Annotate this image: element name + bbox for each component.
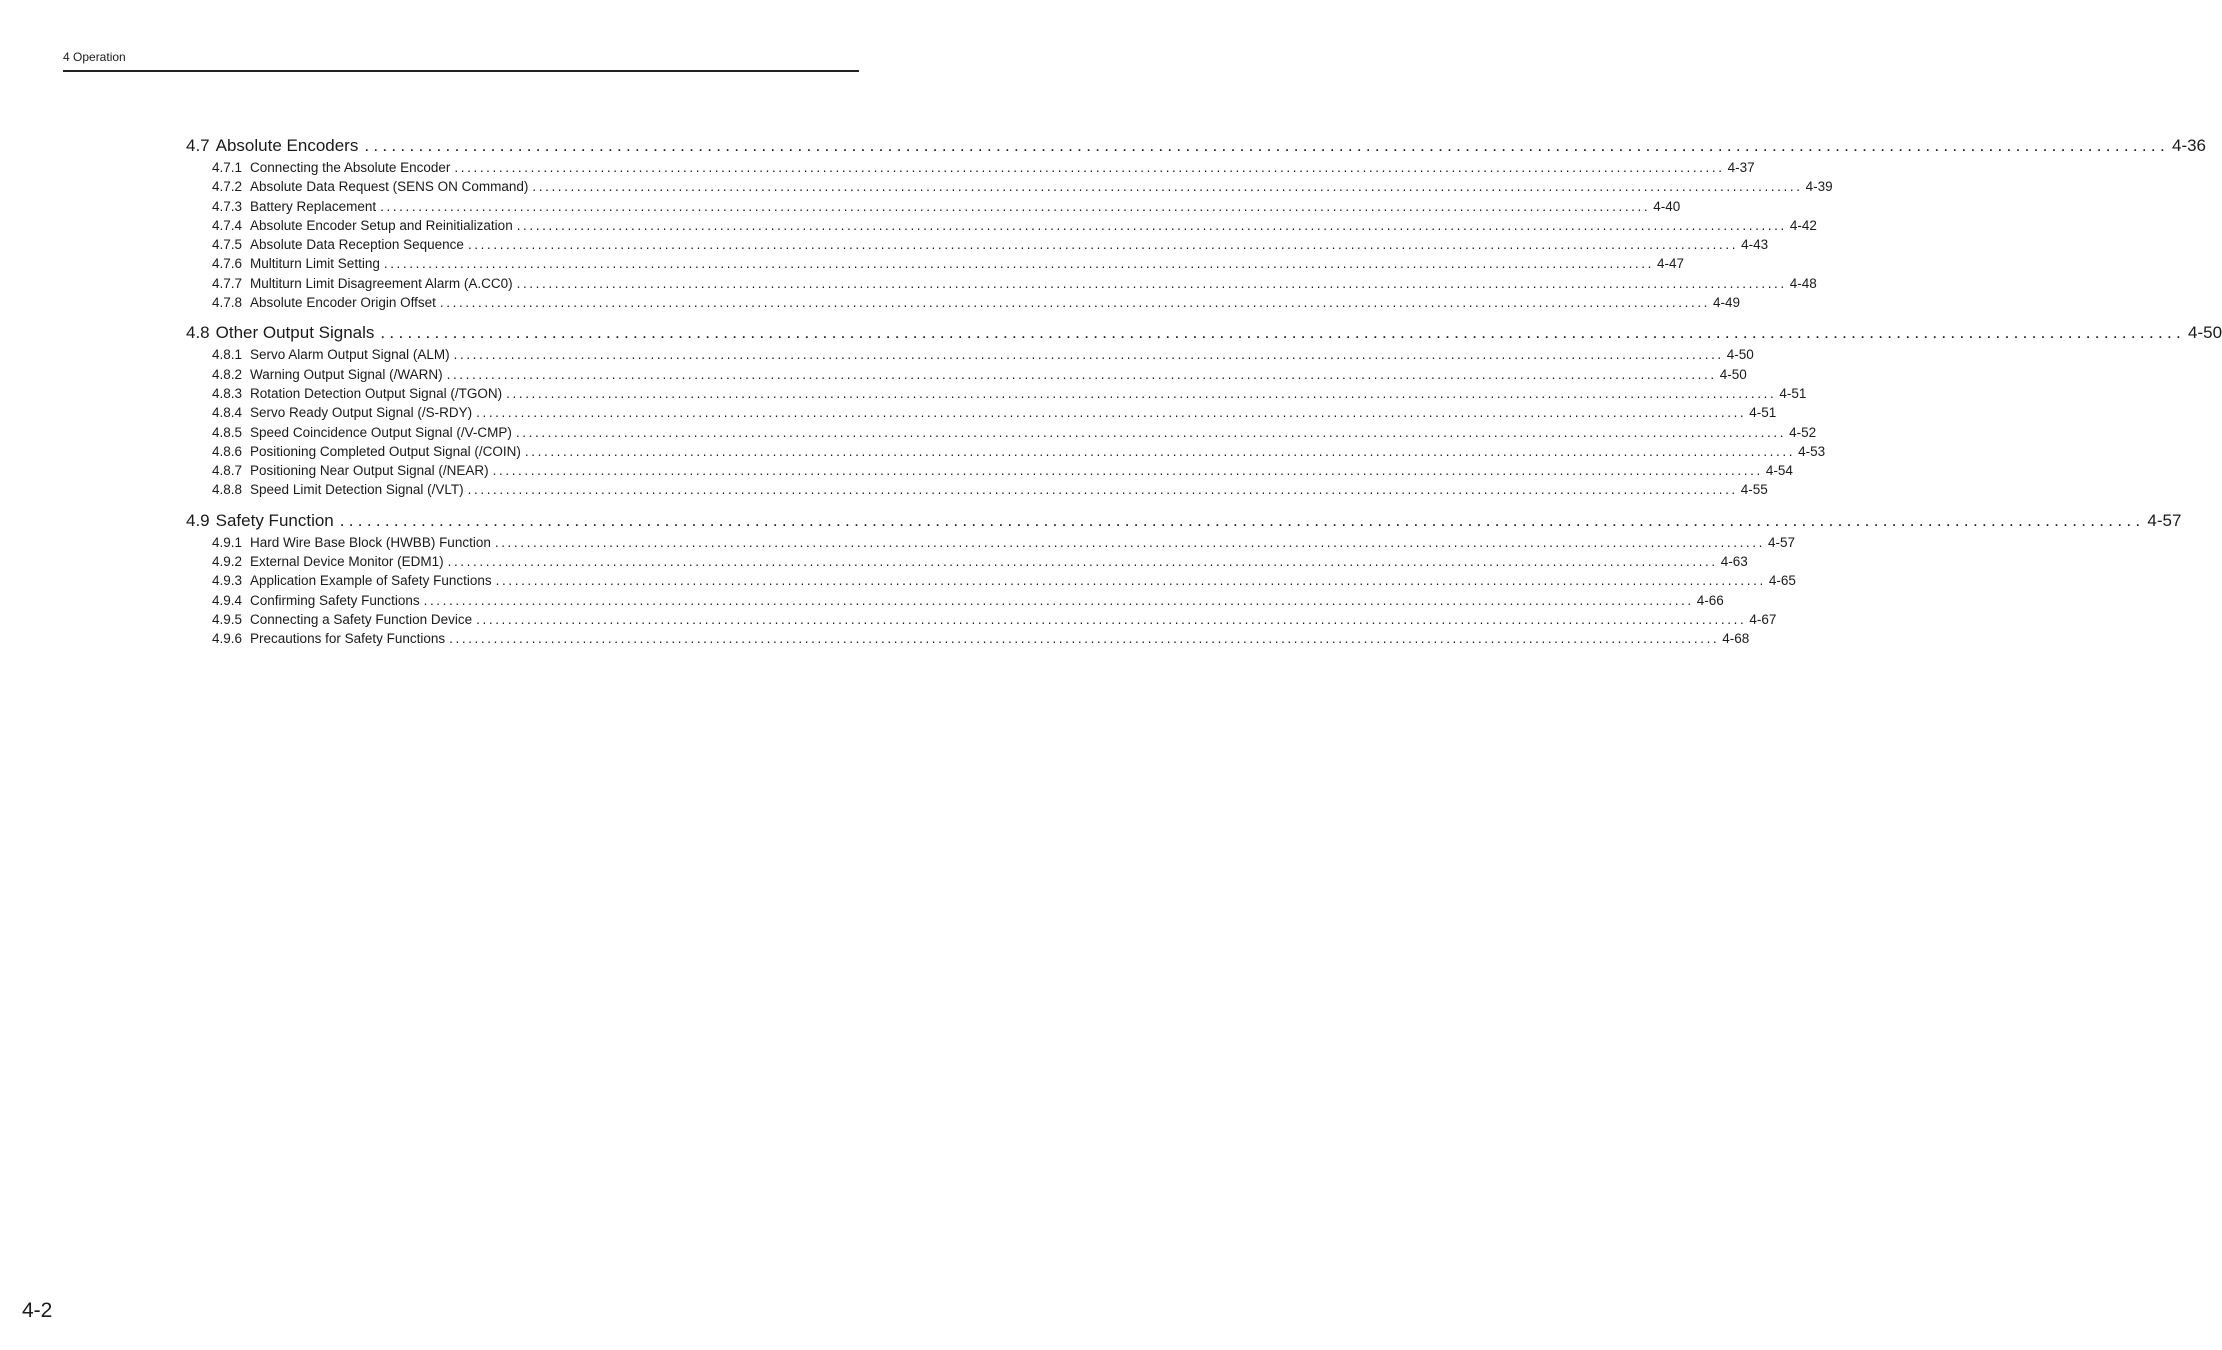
toc-title: Absolute Encoders (215, 136, 359, 155)
toc-subentry[interactable] (186, 177, 1833, 196)
toc-number: 4.7.3 (212, 198, 243, 214)
toc-subentry[interactable] (186, 365, 1747, 384)
dot-leader: ........................................................................................................................................................................................................ (423, 592, 1694, 608)
toc-number: 4.8.5 (212, 424, 243, 440)
toc-number: 4.9.1 (212, 534, 243, 550)
toc-entry[interactable] (186, 321, 2222, 345)
toc-subentry[interactable] (186, 629, 1750, 648)
toc-number: 4.9.4 (212, 592, 243, 608)
toc-title: Precautions for Safety Functions (250, 631, 446, 647)
toc-subentry[interactable] (186, 442, 1826, 461)
toc-entry[interactable] (186, 134, 2207, 158)
toc-number: 4.7.6 (212, 256, 243, 272)
running-header: 4 Operation (63, 50, 126, 64)
toc-title: Other Output Signals (215, 323, 375, 343)
toc-page: 4-66 (1696, 592, 1724, 608)
toc-number: 4.8.4 (212, 405, 243, 421)
toc-number: 4.8.6 (212, 443, 243, 459)
toc-number: 4.8.7 (212, 463, 243, 479)
dot-leader: ........................................................................................................................................................................................................ (492, 463, 1763, 479)
toc-subentry[interactable] (186, 235, 1769, 254)
toc-page: 4-50 (1726, 347, 1754, 363)
toc-page: 4-57 (2147, 510, 2182, 530)
toc-page: 4-49 (1713, 295, 1741, 311)
dot-leader: ........................................................................................................................................................................................................ (467, 482, 1738, 498)
toc-page: 4-50 (1719, 366, 1747, 382)
toc-title: Speed Coincidence Output Signal (/V-CMP) (250, 424, 512, 440)
toc-page: 4-53 (1798, 443, 1826, 459)
toc-title: Positioning Completed Output Signal (/COIN) (250, 443, 521, 459)
dot-leader: ........................................................................................................................................................................................................ (383, 256, 1654, 272)
header-rule (63, 70, 859, 72)
toc-subentry[interactable] (186, 423, 1817, 442)
dot-leader: ........................................................................................................................................................................................................ (532, 179, 1803, 195)
toc-subentry[interactable] (186, 216, 1817, 235)
toc-page: 4-54 (1765, 463, 1793, 479)
toc-title: Connecting a Safety Function Device (250, 611, 473, 627)
toc-title: Battery Replacement (250, 198, 377, 214)
toc-title: Absolute Encoder Origin Offset (250, 295, 436, 311)
toc-title: Warning Output Signal (/WARN) (250, 366, 443, 382)
toc-page: 4-68 (1722, 631, 1750, 647)
dot-leader: ........................................................................................................................................................................................................ (449, 631, 1720, 647)
dot-leader: ........................................................................................................................................................................................................ (516, 275, 1787, 291)
toc-title: Multiturn Limit Setting (250, 256, 380, 272)
toc-number: 4.9.3 (212, 573, 243, 589)
dot-leader: ........................................................................................................................................................................................................ (476, 405, 1747, 421)
toc-title: Multiturn Limit Disagreement Alarm (A.CC0) (250, 275, 513, 291)
toc-section-4-8 (186, 321, 2222, 499)
toc-number: 4.7.4 (212, 217, 243, 233)
dot-leader: ........................................................................................................................................................................................................ (515, 424, 1787, 440)
toc-title: Safety Function (215, 510, 334, 530)
toc-subentry[interactable] (186, 480, 1768, 499)
toc-page: 4-52 (1789, 424, 1817, 440)
toc-number: 4.7.2 (212, 179, 243, 195)
dot-leader: ........................................................................................................................................................................................................ (447, 554, 1718, 570)
toc-number: 4.7.7 (212, 275, 243, 291)
toc-subentry[interactable] (186, 158, 1755, 177)
toc-number: 4.8.3 (212, 385, 243, 401)
toc-title: Hard Wire Base Block (HWBB) Function (250, 534, 491, 550)
dot-leader: ........................................................................................................................................................................................................ (524, 443, 1796, 459)
dot-leader: ........................................................................................................................................................................................................ (454, 160, 1725, 175)
dot-leader: ........................................................................................................................................................................................................ (516, 217, 1787, 233)
toc-subentry[interactable] (186, 274, 1817, 293)
toc-number: 4.7.1 (212, 160, 243, 175)
toc-entry[interactable] (186, 509, 2182, 533)
toc-title: Servo Ready Output Signal (/S-RDY) (250, 405, 473, 421)
toc-subentry[interactable] (186, 461, 1793, 480)
toc-title: Positioning Near Output Signal (/NEAR) (250, 463, 489, 479)
toc-number: 4.9.2 (212, 554, 243, 570)
toc-subentry[interactable] (186, 197, 1681, 216)
toc-subentry[interactable] (186, 345, 1754, 364)
dot-leader: ........................................................................................................................................................................................................ (476, 611, 1747, 627)
toc-number: 4.8 (186, 323, 210, 343)
toc-title: Rotation Detection Output Signal (/TGON) (250, 385, 503, 401)
toc-page: 4-40 (1653, 198, 1681, 214)
toc-page: 4-42 (1789, 217, 1817, 233)
table-of-contents (186, 134, 2222, 658)
toc-page: 4-47 (1657, 256, 1685, 272)
toc-subentry[interactable] (186, 571, 1796, 590)
toc-section-4-7 (186, 134, 2207, 312)
dot-leader: ........................................................................................................................................................................................................ (380, 198, 1651, 214)
toc-subentry[interactable] (186, 293, 1741, 312)
toc-page: 4-37 (1727, 160, 1755, 175)
toc-title: Speed Limit Detection Signal (/VLT) (250, 482, 464, 498)
toc-title: Absolute Data Request (SENS ON Command) (250, 179, 529, 195)
toc-page: 4-57 (1768, 534, 1796, 550)
toc-page: 4-39 (1805, 179, 1833, 195)
toc-page: 4-48 (1789, 275, 1817, 291)
toc-subentry[interactable] (186, 384, 1807, 403)
dot-leader: ........................................................................................................................................................................................................ (380, 323, 2186, 343)
toc-number: 4.9 (186, 510, 210, 530)
dot-leader: ........................................................................................................................................................................................................ (439, 295, 1711, 311)
toc-title: Absolute Data Reception Sequence (250, 237, 464, 253)
toc-title: Servo Alarm Output Signal (ALM) (250, 347, 450, 363)
toc-title: Confirming Safety Functions (250, 592, 420, 608)
toc-number: 4.9.5 (212, 611, 243, 627)
toc-number: 4.9.6 (212, 631, 243, 647)
toc-page: 4-55 (1740, 482, 1768, 498)
dot-leader: ........................................................................................................................................................................................................ (506, 385, 1777, 401)
toc-number: 4.8.1 (212, 347, 243, 363)
toc-number: 4.8.2 (212, 366, 243, 382)
toc-title: External Device Monitor (EDM1) (250, 554, 444, 570)
toc-section-4-9 (186, 509, 2182, 649)
toc-number: 4.7 (186, 136, 210, 155)
toc-subentry[interactable] (186, 533, 1796, 552)
toc-title: Absolute Encoder Setup and Reinitialization (250, 217, 513, 233)
dot-leader: ........................................................................................................................................................................................................ (494, 534, 1765, 550)
toc-page: 4-63 (1720, 554, 1748, 570)
toc-number: 4.7.5 (212, 237, 243, 253)
dot-leader: ........................................................................................................................................................................................................ (495, 573, 1766, 589)
toc-subentry[interactable] (186, 552, 1748, 571)
toc-title: Application Example of Safety Functions (250, 573, 492, 589)
toc-subentry[interactable] (186, 254, 1685, 273)
dot-leader: ........................................................................................................................................................................................................ (446, 366, 1717, 382)
toc-number: 4.7.8 (212, 295, 243, 311)
toc-subentry[interactable] (186, 591, 1724, 610)
toc-number: 4.8.8 (212, 482, 243, 498)
toc-page: 4-36 (2171, 136, 2207, 155)
dot-leader: ........................................................................................................................................................................................................ (467, 237, 1739, 253)
toc-page: 4-65 (1768, 573, 1796, 589)
toc-page: 4-51 (1749, 405, 1777, 421)
toc-page: 4-50 (2188, 323, 2222, 343)
toc-page: 4-67 (1749, 611, 1777, 627)
dot-leader: ........................................................................................................................................................................................................ (364, 136, 2169, 155)
toc-subentry[interactable] (186, 403, 1777, 422)
page-number: 4-2 (22, 1299, 53, 1322)
dot-leader: ........................................................................................................................................................................................................ (453, 347, 1724, 363)
toc-title: Connecting the Absolute Encoder (250, 160, 451, 175)
toc-subentry[interactable] (186, 610, 1777, 629)
toc-page: 4-51 (1779, 385, 1807, 401)
dot-leader: ........................................................................................................................................................................................................ (339, 510, 2145, 530)
toc-page: 4-43 (1741, 237, 1769, 253)
